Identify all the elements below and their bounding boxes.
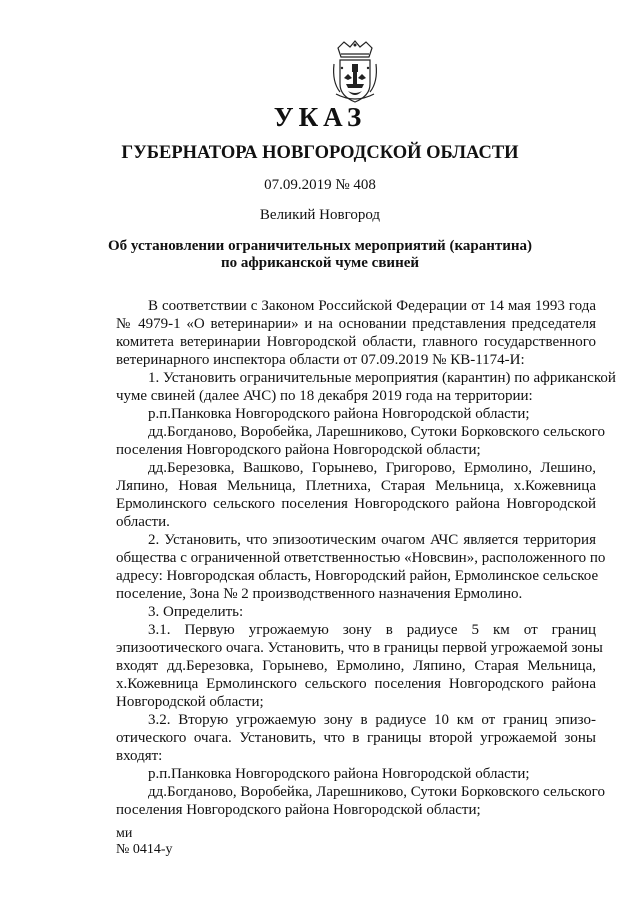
body-line: р.п.Панковка Новгородского района Новгородской области; bbox=[148, 766, 530, 782]
issuing-authority: ГУБЕРНАТОРА НОВГОРОДСКОЙ ОБЛАСТИ bbox=[121, 143, 519, 163]
city-name: Великий Новгород bbox=[259, 207, 381, 223]
body-line: поселения Новгородского района Новгородской области; bbox=[116, 442, 481, 458]
body-line: 3.1. Первую угрожаемую зону в радиусе 5 км от границ bbox=[148, 622, 596, 638]
body-line: дд.Богданово, Воробейка, Ларешниково, Сутоки Борковского сельского bbox=[148, 784, 605, 800]
body-line: Ляпино, Новая Мельница, Плетниха, Старая Мельница, х.Кожевница bbox=[116, 478, 596, 494]
body-line: 1. Установить ограничительные мероприятия (карантин) по африканской bbox=[148, 370, 616, 386]
body-line: входят: bbox=[116, 748, 163, 764]
body-line: р.п.Панковка Новгородского района Новгородской области; bbox=[148, 406, 530, 422]
body-line: х.Кожевница Ермолинского сельского поселения Новгородского района bbox=[116, 676, 596, 692]
body-line: области. bbox=[116, 514, 170, 530]
subject-line: Об установлении ограничительных мероприятий (карантина) bbox=[107, 238, 532, 254]
decree-subject bbox=[0, 238, 640, 272]
body-line: чуме свиней (далее АЧС) по 18 декабря 2019 года на территории: bbox=[116, 388, 533, 404]
document-code: № 0414-у bbox=[116, 842, 173, 857]
body-line: № 4979-1 «О ветеринарии» и на основании представления председателя bbox=[116, 316, 596, 332]
subject-line: по африканской чуме свиней bbox=[220, 255, 420, 271]
coat-of-arms-emblem bbox=[330, 38, 380, 106]
body-line: дд.Березовка, Вашково, Горынево, Григорово, Ермолино, Лешино, bbox=[148, 460, 596, 476]
body-line: В соответствии с Законом Российской Федерации от 14 мая 1993 года bbox=[148, 298, 596, 314]
executor-initials: ми bbox=[116, 826, 133, 841]
body-line: эпизоотического очага. Установить, что в границы первой угрожаемой зоны bbox=[116, 640, 603, 656]
body-line: общества с ограниченной ответственностью «Новсвин», расположенного по bbox=[116, 550, 606, 566]
decree-date-number: 07.09.2019 № 408 bbox=[264, 177, 376, 193]
body-line: отического очага. Установить, что в границы второй угрожаемой зоны bbox=[116, 730, 596, 746]
body-line: дд.Богданово, Воробейка, Ларешниково, Сутоки Борковского сельского bbox=[148, 424, 605, 440]
body-line: 3.2. Вторую угрожаемую зону в радиусе 10 км от границ эпизо- bbox=[148, 712, 596, 728]
body-line: входят дд.Березовка, Горынево, Ермолино, Ляпино, Старая Мельница, bbox=[116, 658, 596, 674]
decree-title: УКАЗ bbox=[273, 102, 367, 132]
body-line: 2. Установить, что эпизоотическим очагом АЧС является территория bbox=[148, 532, 596, 548]
body-line: поселения Новгородского района Новгородской области; bbox=[116, 802, 481, 818]
body-line: поселение, Зона № 2 производственного назначения Ермолино. bbox=[116, 586, 523, 602]
body-line: ветеринарного инспектора области от 07.09.2019 № КВ-1174-И: bbox=[116, 352, 525, 368]
body-line: 3. Определить: bbox=[148, 604, 244, 620]
body-line: Ермолинского сельского поселения Новгородского района Новгородской bbox=[116, 496, 596, 512]
body-line: адресу: Новгородская область, Новгородский район, Ермолинское сельское bbox=[116, 568, 599, 584]
body-line: комитета ветеринарии Новгородской области, главного государственного bbox=[116, 334, 596, 350]
body-line: Новгородской области; bbox=[116, 694, 264, 710]
